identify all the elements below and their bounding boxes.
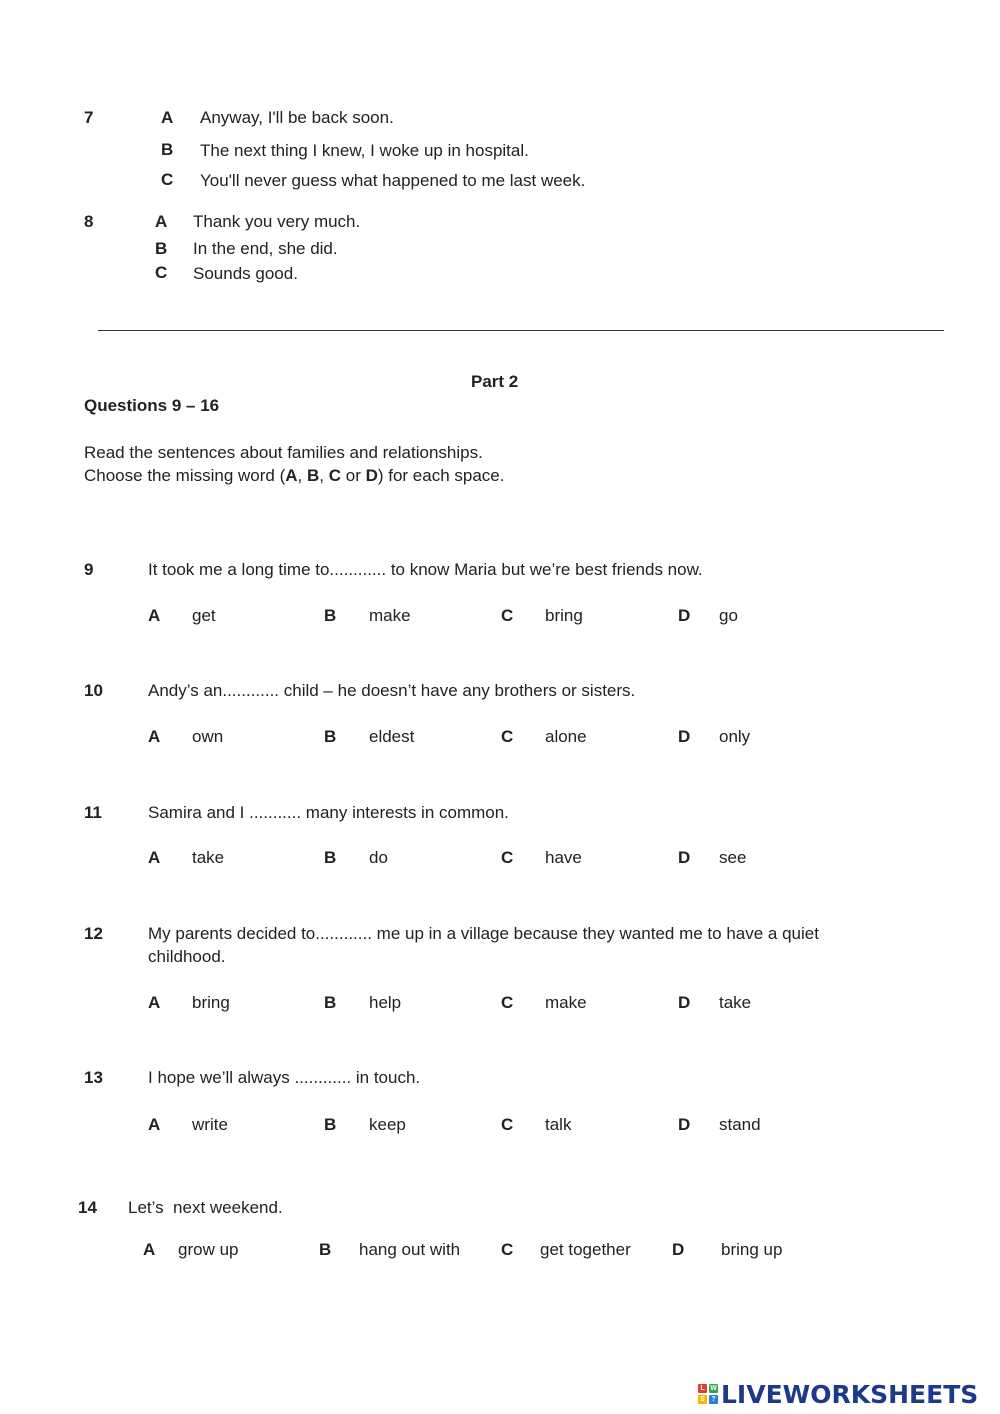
instructions-letter: B <box>307 466 320 485</box>
question-text: I hope we’ll always ............ in touch. <box>148 1068 421 1087</box>
option-text[interactable]: get <box>192 606 216 625</box>
option-letter[interactable]: B <box>324 727 337 746</box>
instructions-letter: C <box>328 466 342 485</box>
option-letter[interactable]: C <box>501 1240 514 1259</box>
question-text: Samira and I ........... many interests in common. <box>148 803 509 822</box>
instructions-line-1: Read the sentences about families and relationships. <box>84 443 483 462</box>
option-letter[interactable]: C <box>501 848 514 867</box>
option-text[interactable]: see <box>719 848 747 867</box>
option-text[interactable]: own <box>192 727 224 746</box>
option-letter[interactable]: B <box>161 140 174 159</box>
instructions-text: , <box>319 466 329 485</box>
option-text[interactable]: bring up <box>721 1240 783 1259</box>
option-text[interactable]: stand <box>719 1115 761 1134</box>
option-letter[interactable]: B <box>324 606 337 625</box>
option-text[interactable]: only <box>719 727 751 746</box>
instructions-text: Choose the missing word ( <box>84 466 286 485</box>
option-letter[interactable]: B <box>324 848 337 867</box>
option-text[interactable]: grow up <box>178 1240 239 1259</box>
option-letter[interactable]: D <box>678 727 691 746</box>
logo-block: S <box>698 1395 707 1404</box>
option-text[interactable]: go <box>719 606 738 625</box>
logo-block: L <box>698 1384 707 1393</box>
option-text[interactable]: eldest <box>369 727 415 746</box>
option-letter[interactable]: B <box>324 993 337 1012</box>
option-text[interactable]: have <box>545 848 582 867</box>
option-text[interactable]: help <box>369 993 402 1012</box>
option-text[interactable]: The next thing I knew, I woke up in hospital. <box>200 141 529 160</box>
option-letter[interactable]: D <box>672 1240 685 1259</box>
option-letter[interactable]: D <box>678 848 691 867</box>
option-letter[interactable]: A <box>143 1240 156 1259</box>
option-letter[interactable]: B <box>155 239 168 258</box>
instructions-text: or <box>341 466 366 485</box>
option-letter[interactable]: C <box>501 993 514 1012</box>
instructions-letter: D <box>365 466 378 485</box>
option-letter[interactable]: D <box>678 993 691 1012</box>
option-letter[interactable]: C <box>501 727 514 746</box>
option-text[interactable]: alone <box>545 727 587 746</box>
part-title: Part 2 <box>471 372 519 391</box>
option-text[interactable]: You'll never guess what happened to me last week. <box>200 171 586 190</box>
question-text-continued: childhood. <box>148 947 226 966</box>
option-text[interactable]: do <box>369 848 388 867</box>
option-letter[interactable]: A <box>148 993 161 1012</box>
instructions-letter: A <box>285 466 298 485</box>
option-letter[interactable]: A <box>161 108 174 127</box>
option-text[interactable]: bring <box>545 606 583 625</box>
question-number-7: 7 <box>84 108 94 127</box>
option-text[interactable]: write <box>192 1115 228 1134</box>
option-letter[interactable]: A <box>155 212 168 231</box>
question-text: My parents decided to............ me up in a village because they wanted me to have a quiet <box>148 924 819 943</box>
option-letter[interactable]: A <box>148 1115 161 1134</box>
option-text[interactable]: keep <box>369 1115 406 1134</box>
question-text: Andy’s an............ child – he doesn’t have any brothers or sisters. <box>148 681 636 700</box>
section-divider <box>98 330 944 331</box>
question-number-8: 8 <box>84 212 94 231</box>
option-letter[interactable]: D <box>678 606 691 625</box>
logo-text: LIVEWORKSHEETS <box>721 1379 979 1409</box>
question-number: 12 <box>84 924 103 943</box>
option-letter[interactable]: A <box>148 848 161 867</box>
question-text: It took me a long time to............ to know Maria but we’re best friends now. <box>148 560 703 579</box>
option-text[interactable]: Anyway, I'll be back soon. <box>200 108 394 127</box>
option-letter[interactable]: B <box>319 1240 332 1259</box>
option-text[interactable]: In the end, she did. <box>193 239 338 258</box>
questions-range: Questions 9 – 16 <box>84 396 220 415</box>
option-letter[interactable]: C <box>161 170 174 189</box>
logo-block: ? <box>709 1395 718 1404</box>
option-letter[interactable]: B <box>324 1115 337 1134</box>
option-text[interactable]: make <box>545 993 587 1012</box>
option-text[interactable]: take <box>719 993 752 1012</box>
question-number: 14 <box>78 1198 97 1217</box>
option-letter[interactable]: A <box>148 727 161 746</box>
option-text[interactable]: Thank you very much. <box>193 212 361 231</box>
option-text[interactable]: Sounds good. <box>193 264 298 283</box>
question-number: 10 <box>84 681 103 700</box>
option-letter[interactable]: A <box>148 606 161 625</box>
instructions-line-2 <box>84 466 504 486</box>
option-text[interactable]: bring <box>192 993 230 1012</box>
option-text[interactable]: get together <box>540 1240 631 1259</box>
liveworksheets-logo <box>698 1380 978 1408</box>
logo-block: W <box>710 1385 717 1392</box>
question-number: 11 <box>84 803 102 822</box>
question-text: Let’s next weekend. <box>128 1198 283 1217</box>
instructions-text: , <box>297 466 307 485</box>
option-text[interactable]: hang out with <box>359 1240 461 1259</box>
option-letter[interactable]: C <box>501 606 514 625</box>
option-letter[interactable]: C <box>501 1115 514 1134</box>
option-letter[interactable]: C <box>155 263 168 282</box>
question-number: 9 <box>84 560 94 579</box>
option-text[interactable]: take <box>192 848 225 867</box>
instructions-text: ) for each space. <box>377 466 505 485</box>
option-text[interactable]: make <box>369 606 411 625</box>
logo-blocks-icon <box>698 1384 718 1404</box>
question-number: 13 <box>84 1068 103 1087</box>
option-letter[interactable]: D <box>678 1115 691 1134</box>
option-text[interactable]: talk <box>545 1115 572 1134</box>
